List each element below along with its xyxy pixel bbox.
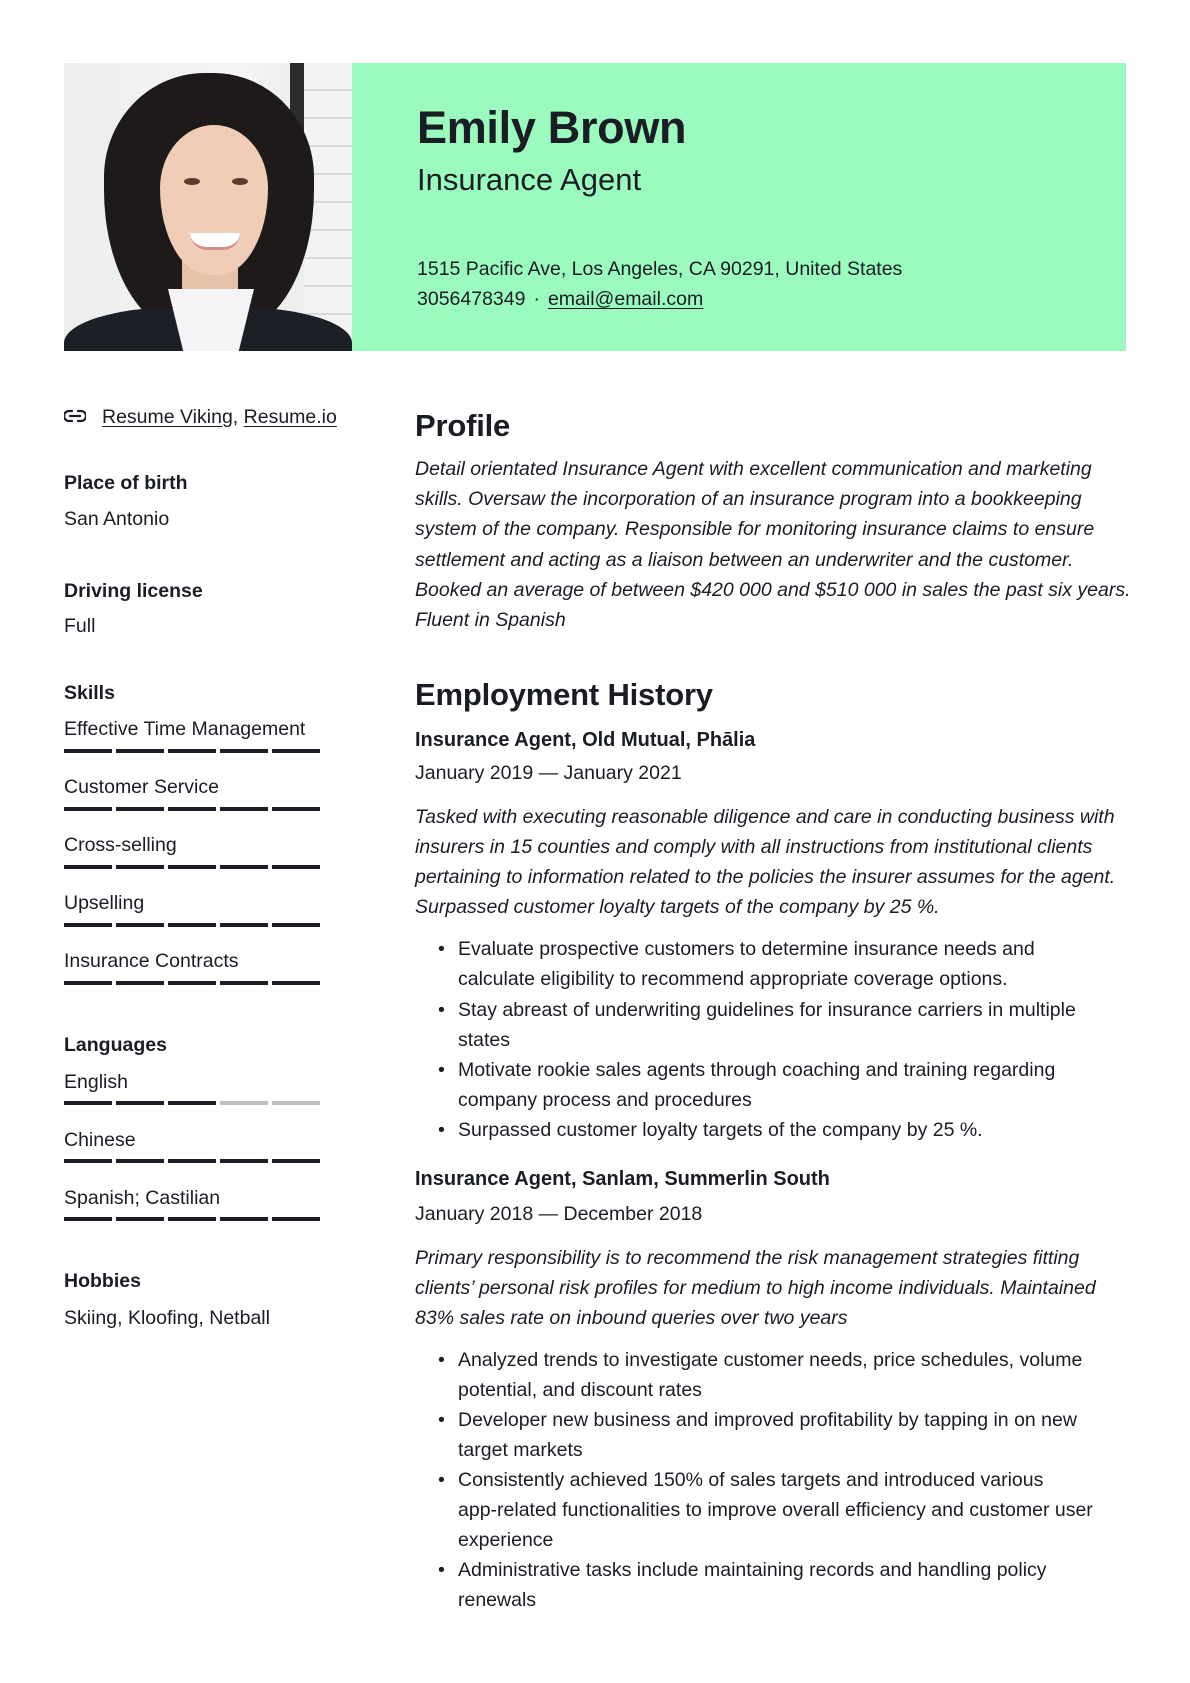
candidate-name: Emily Brown (417, 102, 687, 153)
hobbies-value: Skiing, Kloofing, Netball (64, 1307, 270, 1329)
link-resume-viking[interactable]: Resume Viking (102, 406, 233, 428)
skill-level-bar (64, 981, 320, 985)
skills-label: Skills (64, 682, 115, 704)
language-level-bar (64, 1217, 320, 1221)
skill-name: Customer Service (64, 776, 219, 798)
job-description-line: pertaining to information related to the policies the insurer assumes for the agent. (415, 866, 1116, 888)
bullet-line: renewals (458, 1589, 537, 1611)
place-of-birth-label: Place of birth (64, 472, 188, 494)
bullet-icon: • (438, 1469, 445, 1491)
job-description-line: clients’ personal risk profiles for medium to high income individuals. Maintained (415, 1277, 1096, 1299)
bullet-icon: • (438, 1119, 445, 1141)
profile-line: settlement and acting as a liaison between an underwriter and the customer. (415, 549, 1074, 571)
language-name: English (64, 1071, 128, 1093)
skill-name: Insurance Contracts (64, 950, 239, 972)
bullet-line: target markets (458, 1439, 583, 1461)
driving-license-label: Driving license (64, 580, 203, 602)
bullet-line: Evaluate prospective customers to determine insurance needs and (458, 938, 1035, 960)
bullet-line: Stay abreast of underwriting guidelines for insurance carriers in multiple (458, 999, 1076, 1021)
link-resume-io[interactable]: Resume.io (243, 406, 337, 428)
bullet-line: Analyzed trends to investigate customer needs, price schedules, volume (458, 1349, 1083, 1371)
profile-photo (64, 63, 352, 351)
bullet-line: experience (458, 1529, 554, 1551)
contact-separator: · (533, 288, 540, 310)
contact-line (417, 284, 703, 314)
skill-name: Upselling (64, 892, 145, 914)
contact-address: 1515 Pacific Ave, Los Angeles, CA 90291, United States (417, 258, 903, 280)
candidate-title: Insurance Agent (417, 162, 642, 197)
links-separator: , (232, 406, 239, 428)
profile-heading: Profile (415, 408, 511, 443)
languages-label: Languages (64, 1034, 167, 1056)
bullet-icon: • (438, 1409, 445, 1431)
job-description-line: insurers in 15 counties and comply with all instructions from institutional clients (415, 836, 1093, 858)
job-title: Insurance Agent, Old Mutual, Phālia (415, 729, 756, 751)
bullet-icon: • (438, 1559, 445, 1581)
bullet-line: Administrative tasks include maintaining records and handling policy (458, 1559, 1047, 1581)
job-description-line: Tasked with executing reasonable diligence and care in conducting business with (415, 806, 1115, 828)
bullet-icon: • (438, 1059, 445, 1081)
job-title: Insurance Agent, Sanlam, Summerlin South (415, 1168, 830, 1190)
skill-name: Effective Time Management (64, 718, 306, 740)
bullet-line: Consistently achieved 150% of sales targets and introduced various (458, 1469, 1044, 1491)
driving-license-value: Full (64, 615, 96, 637)
bullet-line: Surpassed customer loyalty targets of the company by 25 %. (458, 1119, 983, 1141)
profile-line: Booked an average of between $420 000 and $510 000 in sales the past six years. (415, 579, 1131, 601)
bullet-icon: • (438, 938, 445, 960)
profile-line: Detail orientated Insurance Agent with excellent communication and marketing (415, 458, 1092, 480)
hobbies-label: Hobbies (64, 1270, 141, 1292)
bullet-line: Motivate rookie sales agents through coaching and training regarding (458, 1059, 1056, 1081)
bullet-line: states (458, 1029, 511, 1051)
contact-phone: 3056478349 (417, 288, 526, 310)
job-description-line: Surpassed customer loyalty targets of the company by 25 %. (415, 896, 940, 918)
bullet-line: app-related functionalities to improve overall efficiency and customer user (458, 1499, 1093, 1521)
employment-heading: Employment History (415, 677, 713, 712)
contact-email-link[interactable]: email@email.com (547, 288, 704, 310)
job-description-line: 83% sales rate on inbound queries over two years (415, 1307, 848, 1329)
skill-level-bar (64, 749, 320, 753)
skill-level-bar (64, 923, 320, 927)
skill-name: Cross-selling (64, 834, 177, 856)
place-of-birth-value: San Antonio (64, 508, 170, 530)
bullet-icon: • (438, 999, 445, 1021)
photo-eye-left (184, 178, 200, 185)
language-name: Chinese (64, 1129, 136, 1151)
language-level-bar (64, 1159, 320, 1163)
bullet-line: potential, and discount rates (458, 1379, 702, 1401)
profile-line: Fluent in Spanish (415, 609, 566, 631)
bullet-line: company process and procedures (458, 1089, 752, 1111)
photo-eye-right (232, 178, 248, 185)
link-icon (64, 409, 86, 423)
skill-level-bar (64, 807, 320, 811)
profile-line: skills. Oversaw the incorporation of an insurance program into a bookkeeping (415, 488, 1082, 510)
skill-level-bar (64, 865, 320, 869)
language-name: Spanish; Castilian (64, 1187, 221, 1209)
bullet-line: Developer new business and improved profitability by tapping in on new (458, 1409, 1077, 1431)
job-dates: January 2018 — December 2018 (415, 1203, 703, 1225)
bullet-line: calculate eligibility to recommend appropriate coverage options. (458, 968, 1008, 990)
bullet-icon: • (438, 1349, 445, 1371)
language-level-bar (64, 1101, 320, 1105)
job-description-line: Primary responsibility is to recommend the risk management strategies fitting (415, 1247, 1080, 1269)
links-row (102, 402, 337, 432)
profile-line: system of the company. Responsible for monitoring insurance claims to ensure (415, 518, 1095, 540)
job-dates: January 2019 — January 2021 (415, 762, 682, 784)
